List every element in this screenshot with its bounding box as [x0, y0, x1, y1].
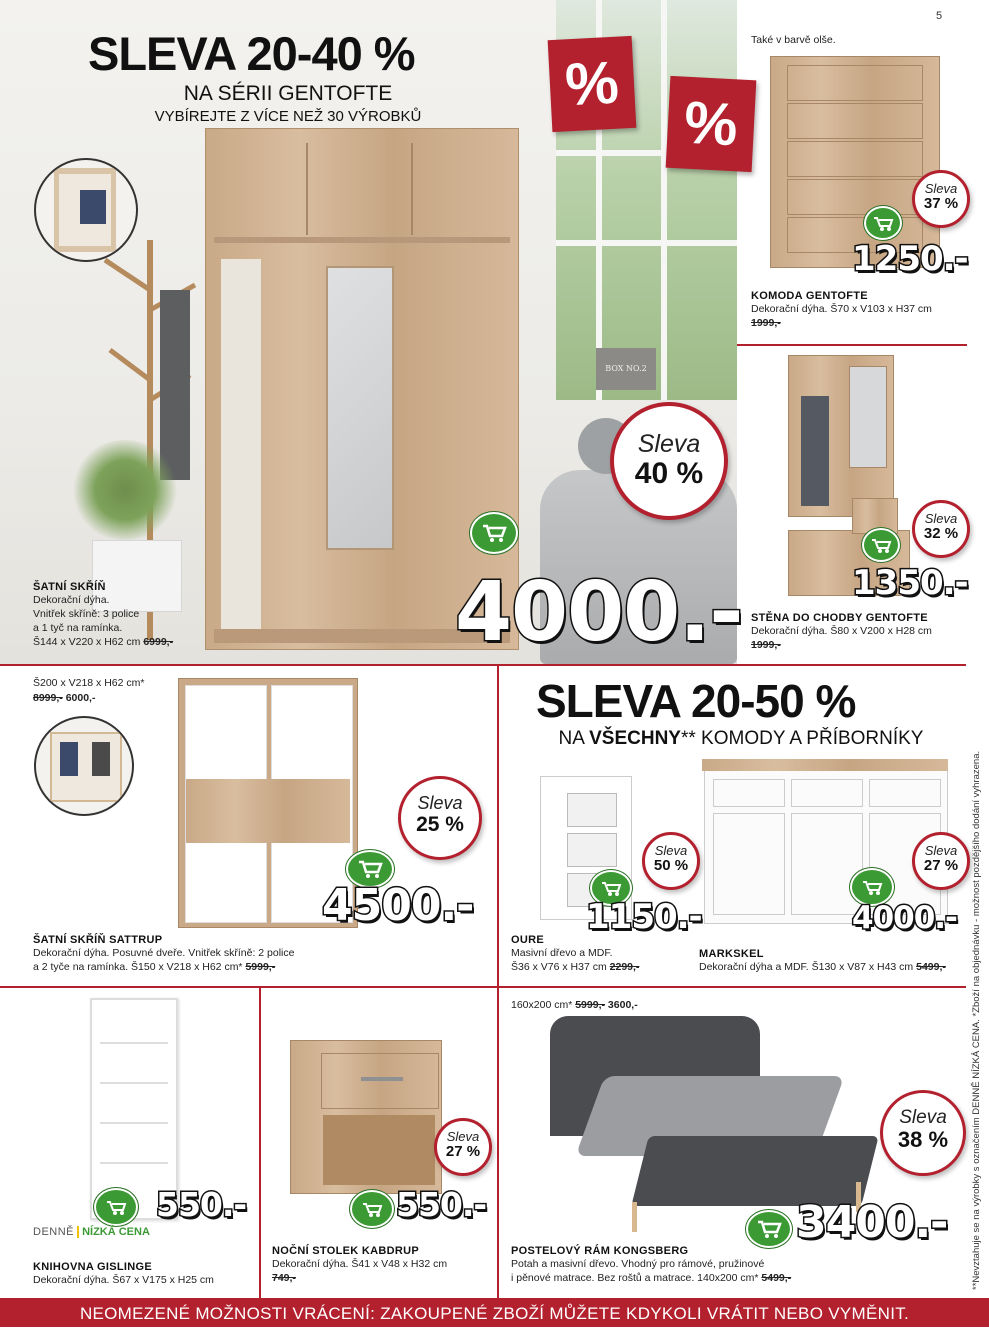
- hero-discount-bubble: [610, 402, 728, 520]
- old-price: 5499,-: [761, 1272, 792, 1284]
- komody-headline: SLEVA 20-50 %: [536, 675, 856, 727]
- old-price: 5499,-: [916, 961, 946, 973]
- sleva-value: 50 %: [653, 857, 689, 874]
- product-desc: Masivní dřevo a MDF.: [511, 947, 613, 959]
- stena-image: [788, 355, 894, 517]
- page-number: 5: [936, 10, 943, 22]
- wardrobe-interior-thumbnail: [34, 158, 138, 262]
- product-title: OURE: [511, 934, 544, 946]
- product-desc: Dekorační dýha. Š67 x V175 x H25 cm: [33, 1274, 214, 1286]
- old-price: 749,-: [272, 1272, 296, 1284]
- product-title: POSTELOVÝ RÁM KONGSBERG: [511, 1245, 689, 1257]
- stena-info: [751, 612, 976, 652]
- subtitle-bold: VŠECHNY: [589, 728, 681, 749]
- sattrup-variant-prices: [33, 691, 95, 705]
- plant-leaves: [70, 440, 180, 540]
- hero-subtitle-1: NA SÉRII GENTOFTE: [183, 82, 393, 105]
- percent-tag-1: [548, 36, 637, 132]
- cart-icon[interactable]: [470, 512, 518, 554]
- product-desc: Dekorační dýha. Š80 x V200 x H28 cm: [751, 625, 932, 637]
- sleva-value: 27 %: [923, 857, 959, 874]
- kabdrup-discount-bubble: [434, 1118, 492, 1176]
- komoda-image: [770, 56, 940, 268]
- product-desc: a 2 tyče na ramínka. Š150 x V218 x H62 cm*: [33, 961, 243, 973]
- sleva-value: 40 %: [634, 457, 704, 490]
- hero-price: 4000.-: [455, 565, 743, 660]
- oure-price: 1150.-: [586, 897, 702, 937]
- gislinge-price: 550.-: [156, 1185, 247, 1224]
- sleva-label: Sleva: [637, 430, 701, 458]
- product-desc: i pěnové matrace. Bez roštů a matrace. 140x200 cm*: [511, 1272, 759, 1284]
- percent-sign: %: [563, 48, 621, 119]
- subtitle-post: ** KOMODY A PŘÍBORNÍKY: [680, 728, 924, 749]
- cart-icon[interactable]: [862, 528, 900, 562]
- sleva-value: 38 %: [897, 1127, 949, 1152]
- old-price: 5999,-: [245, 961, 276, 973]
- sleva-label: Sleva: [654, 843, 688, 858]
- new-price: 3600,-: [607, 999, 638, 1011]
- product-title: ŠATNÍ SKŘÍŇ: [33, 581, 106, 593]
- sleva-label: Sleva: [924, 843, 958, 858]
- cart-icon[interactable]: [94, 1188, 138, 1226]
- subtitle-pre: NA: [558, 728, 590, 749]
- product-title: KNIHOVNA GISLINGE: [33, 1261, 152, 1273]
- sleva-label: Sleva: [924, 511, 958, 526]
- badge-right: NÍZKÁ CENA: [77, 1226, 150, 1238]
- kongsberg-discount-bubble: [880, 1090, 966, 1176]
- product-title: MARKSKEL: [699, 948, 764, 960]
- product-desc: Potah a masivní dřevo. Vhodný pro rámové, pružinové: [511, 1258, 765, 1270]
- cart-icon[interactable]: [746, 1210, 792, 1248]
- markskel-info: [699, 948, 969, 974]
- kabdrup-price: 550.-: [396, 1185, 487, 1224]
- sattrup-discount-bubble: [398, 776, 482, 860]
- product-title: ŠATNÍ SKŘÍŇ SATTRUP: [33, 934, 163, 946]
- denne-nizka-cena-badge: [33, 1226, 150, 1238]
- sattrup-price: 4500.-: [322, 880, 474, 931]
- divider: [0, 664, 966, 666]
- product-title: NOČNÍ STOLEK KABDRUP: [272, 1245, 419, 1257]
- old-price: 1999,-: [751, 639, 781, 651]
- hero-product-info: [33, 581, 233, 649]
- product-title: STĚNA DO CHODBY GENTOFTE: [751, 612, 928, 624]
- oure-info: [511, 934, 691, 974]
- footer-banner: NEOMEZENÉ MOŽNOSTI VRÁCENÍ: ZAKOUPENÉ ZBOŽÍ MŮŽETE KDYKOLI VRÁTIT NEBO VYMĚNIT.: [0, 1298, 989, 1327]
- sleva-label: Sleva: [417, 793, 463, 813]
- divider: [497, 986, 499, 1298]
- product-dims: Š144 x V220 x H62 cm: [33, 636, 141, 648]
- old-price: 2299,-: [609, 961, 640, 973]
- gislinge-info: [33, 1261, 253, 1287]
- percent-sign: %: [682, 88, 740, 159]
- stena-price: 1350.-: [852, 563, 968, 603]
- variant-dims: 160x200 cm*: [511, 999, 573, 1011]
- komoda-note: Také v barvě olše.: [751, 34, 836, 46]
- product-desc: Dekorační dýha. Š41 x V48 x H32 cm: [272, 1258, 448, 1270]
- old-price: 1999,-: [751, 317, 781, 329]
- new-price: 6000,-: [65, 692, 96, 704]
- sleva-value: 32 %: [923, 525, 959, 542]
- kongsberg-variant: [511, 998, 638, 1012]
- product-title: KOMODA GENTOFTE: [751, 290, 868, 302]
- side-footnote: **Nevztahuje se na výrobky s označením DENNĚ NÍZKÁ CENA. *Zboží na objednávku - možnost pozdějšího dodání vyhrazena.: [971, 750, 982, 1290]
- divider: [497, 664, 499, 986]
- sleva-label: Sleva: [924, 181, 958, 196]
- product-desc: Dekorační dýha.: [33, 594, 110, 606]
- old-price: 5999,-: [575, 999, 605, 1011]
- product-desc: Vnitřek skříně: 3 police: [33, 608, 140, 620]
- kongsberg-price: 3400.-: [796, 1197, 948, 1248]
- sleva-value: 25 %: [416, 813, 464, 836]
- old-price: 6999,-: [143, 636, 174, 648]
- product-desc: Dekorační dýha. Š70 x V103 x H37 cm: [751, 303, 932, 315]
- cart-icon[interactable]: [350, 1190, 394, 1228]
- oure-discount-bubble: [642, 832, 700, 890]
- hero-subtitle-2: VYBÍREJTE Z VÍCE NEŽ 30 VÝROBKŮ: [154, 108, 422, 125]
- divider: [0, 986, 966, 988]
- cart-icon[interactable]: [864, 206, 902, 240]
- kabdrup-image: [290, 1040, 442, 1194]
- sleva-value: 27 %: [445, 1143, 481, 1160]
- komoda-discount-bubble: [912, 170, 970, 228]
- percent-tag-2: [666, 76, 757, 172]
- stena-discount-bubble: [912, 500, 970, 558]
- product-desc: Dekorační dýha a MDF. Š130 x V87 x H43 cm: [699, 961, 914, 973]
- markskel-price: 4000.-: [852, 900, 957, 936]
- product-desc: Dekorační dýha. Posuvné dveře. Vnitřek skříně: 2 police: [33, 947, 295, 959]
- product-desc: Š36 x V76 x H37 cm: [511, 961, 607, 973]
- sattrup-interior-thumbnail: [34, 716, 134, 816]
- sleva-value: 37 %: [923, 195, 959, 212]
- sleva-label: Sleva: [899, 1107, 947, 1128]
- product-desc: a 1 tyč na ramínka.: [33, 622, 123, 634]
- komody-subtitle: [528, 728, 954, 750]
- kongsberg-info: [511, 1245, 931, 1285]
- divider: [259, 986, 261, 1298]
- markskel-discount-bubble: [912, 832, 970, 890]
- hero-headline: SLEVA 20-40 %: [88, 27, 415, 80]
- komoda-info: [751, 290, 976, 330]
- bed-image: [550, 1016, 890, 1216]
- sattrup-info: [33, 934, 453, 974]
- old-price: 8999,-: [33, 692, 63, 704]
- badge-left: DENNĚ: [33, 1226, 75, 1238]
- kabdrup-info: [272, 1245, 492, 1285]
- sattrup-variant-dims: Š200 x V218 x H62 cm*: [33, 677, 145, 689]
- sleva-label: Sleva: [446, 1129, 480, 1144]
- divider: [737, 344, 967, 346]
- plant-box: BOX NO.2: [596, 348, 656, 390]
- komoda-price: 1250.-: [852, 239, 968, 279]
